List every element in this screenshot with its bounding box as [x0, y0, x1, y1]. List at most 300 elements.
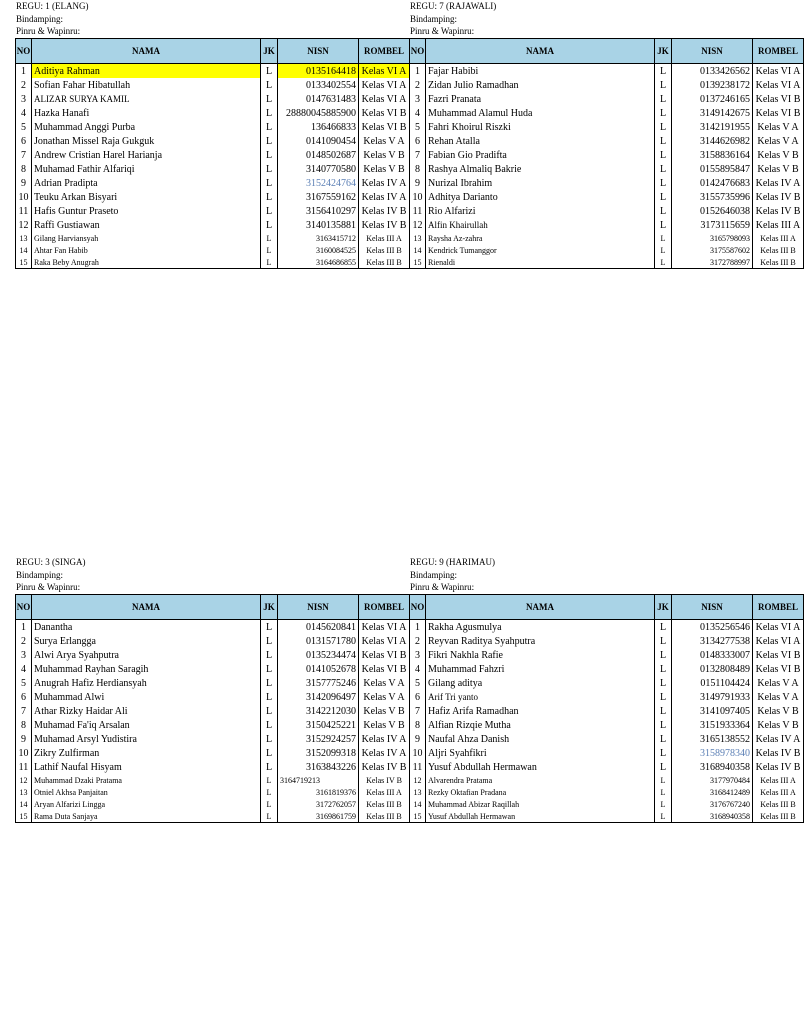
table-row: [410, 92, 804, 106]
row-number: 7: [410, 704, 426, 718]
row-number: 2: [16, 634, 32, 648]
nisn: 0135164418: [278, 63, 359, 78]
table-row: [16, 676, 410, 690]
rombel: Kelas IV B: [359, 760, 410, 774]
student-name: Surya Erlangga: [32, 634, 261, 648]
gender: L: [261, 676, 278, 690]
table-row: [410, 798, 804, 810]
nisn: 3144626982: [672, 134, 753, 148]
header-rombel: ROMBEL: [359, 38, 410, 63]
row-number: 12: [410, 774, 426, 786]
nisn: 0145620841: [278, 619, 359, 634]
row-number: 6: [410, 134, 426, 148]
rombel: Kelas VI B: [753, 662, 804, 676]
table-row: [16, 704, 410, 718]
nisn: 3172762057: [278, 798, 359, 810]
nisn: 3161819376: [278, 786, 359, 798]
row-number: 11: [16, 204, 32, 218]
row-number: 12: [16, 774, 32, 786]
student-name: Danantha: [32, 619, 261, 634]
table-row: [16, 204, 410, 218]
row-number: 9: [410, 732, 426, 746]
table-row: [410, 704, 804, 718]
nisn: 3172788997: [672, 256, 753, 269]
nisn: 3168940358: [672, 760, 753, 774]
rombel: Kelas IV B: [753, 190, 804, 204]
student-name: Naufal Ahza Danish: [426, 732, 655, 746]
gender: L: [655, 78, 672, 92]
row-number: 2: [410, 634, 426, 648]
nisn: 0139238172: [672, 78, 753, 92]
student-name: Aditiya Rahman: [32, 63, 261, 78]
rombel: Kelas IV A: [753, 732, 804, 746]
nisn: 0141052678: [278, 662, 359, 676]
gender: L: [655, 662, 672, 676]
table-row: [16, 648, 410, 662]
row-number: 1: [16, 63, 32, 78]
member-table: [409, 38, 804, 269]
rombel: Kelas III B: [359, 798, 410, 810]
row-number: 15: [16, 256, 32, 269]
nisn: 0133426562: [672, 63, 753, 78]
rombel: Kelas VI B: [753, 106, 804, 120]
header-rombel: ROMBEL: [359, 594, 410, 619]
nisn: 3165138552: [672, 732, 753, 746]
gender: L: [655, 176, 672, 190]
nisn: 3165798093: [672, 232, 753, 244]
student-name: Rakha Agusmulya: [426, 619, 655, 634]
rombel: Kelas IV A: [359, 176, 410, 190]
table-row: [16, 244, 410, 256]
rombel: Kelas IV B: [753, 746, 804, 760]
student-name: Raka Beby Anugrah: [32, 256, 261, 269]
rombel: Kelas VI A: [753, 78, 804, 92]
rombel: Kelas V B: [359, 148, 410, 162]
nisn: 3168940358: [672, 810, 753, 823]
student-name: Muhammad Alwi: [32, 690, 261, 704]
bindamping-label: Bindamping:: [410, 13, 457, 24]
row-number: 7: [410, 148, 426, 162]
nisn: 3167559162: [278, 190, 359, 204]
row-number: 5: [410, 676, 426, 690]
nisn: 3164719213: [278, 774, 359, 786]
nisn: 3152099318: [278, 746, 359, 760]
header-no: NO: [16, 594, 32, 619]
row-number: 7: [16, 148, 32, 162]
gender: L: [655, 190, 672, 204]
nisn: 3168412489: [672, 786, 753, 798]
gender: L: [655, 148, 672, 162]
header-rombel: ROMBEL: [753, 594, 804, 619]
gender: L: [655, 732, 672, 746]
nisn: 3152424764: [278, 176, 359, 190]
header-no: NO: [410, 594, 426, 619]
gender: L: [655, 634, 672, 648]
table-row: [410, 676, 804, 690]
nisn: 3164686855: [278, 256, 359, 269]
nisn: 3142191955: [672, 120, 753, 134]
row-number: 3: [16, 92, 32, 106]
rombel: Kelas VI B: [753, 648, 804, 662]
gender: L: [655, 774, 672, 786]
row-number: 5: [16, 676, 32, 690]
rombel: Kelas IV B: [359, 774, 410, 786]
nisn: 3176767240: [672, 798, 753, 810]
student-name: Muhamad Fathir Alfariqi: [32, 162, 261, 176]
student-name: Muhammad Rayhan Saragih: [32, 662, 261, 676]
rombel: Kelas III A: [753, 218, 804, 232]
header-nisn: NISN: [278, 594, 359, 619]
nisn: 3163415712: [278, 232, 359, 244]
gender: L: [261, 786, 278, 798]
rombel: Kelas VI A: [753, 63, 804, 78]
nisn: 3149142675: [672, 106, 753, 120]
rombel: Kelas V A: [753, 120, 804, 134]
nisn: 0137246165: [672, 92, 753, 106]
table-row: [16, 92, 410, 106]
nisn: 3142096497: [278, 690, 359, 704]
row-number: 2: [410, 78, 426, 92]
row-number: 14: [410, 244, 426, 256]
student-name: Lathif Naufal Hisyam: [32, 760, 261, 774]
rombel: Kelas III B: [753, 256, 804, 269]
gender: L: [655, 92, 672, 106]
student-name: Muhamad Fa'iq Arsalan: [32, 718, 261, 732]
table-row: [410, 810, 804, 823]
row-number: 3: [16, 648, 32, 662]
rombel: Kelas VI A: [359, 78, 410, 92]
header-jk: JK: [655, 594, 672, 619]
gender: L: [655, 746, 672, 760]
table-row: [16, 662, 410, 676]
table-row: [410, 760, 804, 774]
group-title: REGU: 9 (HARIMAU): [410, 557, 495, 567]
header-nisn: NISN: [672, 38, 753, 63]
nisn: 3140770580: [278, 162, 359, 176]
gender: L: [655, 648, 672, 662]
table-row: [16, 732, 410, 746]
table-row: [16, 148, 410, 162]
gender: L: [261, 232, 278, 244]
table-row: [410, 786, 804, 798]
student-name: Arif Tri yanto: [426, 690, 655, 704]
rombel: Kelas III A: [359, 786, 410, 798]
row-number: 11: [410, 204, 426, 218]
gender: L: [655, 244, 672, 256]
table-row: [16, 120, 410, 134]
row-number: 5: [16, 120, 32, 134]
row-number: 7: [16, 704, 32, 718]
gender: L: [261, 732, 278, 746]
table-row: [16, 106, 410, 120]
table-row: [16, 218, 410, 232]
row-number: 4: [16, 106, 32, 120]
student-name: Fabian Gio Pradifta: [426, 148, 655, 162]
rombel: Kelas VI A: [359, 619, 410, 634]
gender: L: [261, 798, 278, 810]
table-row: [410, 718, 804, 732]
student-name: Muhammad Fahzri: [426, 662, 655, 676]
rombel: Kelas V A: [359, 134, 410, 148]
student-name: Raffi Gustiawan: [32, 218, 261, 232]
member-table: [15, 38, 410, 269]
rombel: Kelas V A: [359, 690, 410, 704]
table-row: [410, 232, 804, 244]
nisn: 3158978340: [672, 746, 753, 760]
student-name: Jonathan Missel Raja Gukguk: [32, 134, 261, 148]
student-name: Rehan Atalla: [426, 134, 655, 148]
gender: L: [261, 690, 278, 704]
table-row: [410, 244, 804, 256]
bindamping-label: Bindamping:: [16, 569, 63, 580]
nisn: 3175587602: [672, 244, 753, 256]
student-name: Hazka Hanafi: [32, 106, 261, 120]
table-row: [410, 162, 804, 176]
rombel: Kelas V B: [359, 718, 410, 732]
student-name: Fahri Khoirul Riszki: [426, 120, 655, 134]
student-name: Zidan Julio Ramadhan: [426, 78, 655, 92]
rombel: Kelas V B: [753, 704, 804, 718]
rombel: Kelas III B: [753, 810, 804, 823]
student-name: Gilang Harviansyah: [32, 232, 261, 244]
gender: L: [655, 704, 672, 718]
student-name: Gilang aditya: [426, 676, 655, 690]
row-number: 14: [16, 244, 32, 256]
row-number: 1: [410, 619, 426, 634]
table-row: [16, 162, 410, 176]
student-name: Alvarendra Pratama: [426, 774, 655, 786]
nisn: 3142212030: [278, 704, 359, 718]
table-row: [410, 746, 804, 760]
student-name: Muhammad Dzaki Pratama: [32, 774, 261, 786]
row-number: 4: [410, 662, 426, 676]
gender: L: [261, 78, 278, 92]
row-number: 6: [410, 690, 426, 704]
rombel: Kelas V B: [359, 704, 410, 718]
row-number: 1: [410, 63, 426, 78]
gender: L: [655, 256, 672, 269]
table-row: [410, 78, 804, 92]
gender: L: [261, 134, 278, 148]
rombel: Kelas VI B: [359, 648, 410, 662]
rombel: Kelas VI B: [359, 662, 410, 676]
table-row: [16, 786, 410, 798]
student-name: Rezky Oktafian Pradana: [426, 786, 655, 798]
group-harimau: [409, 556, 803, 823]
gender: L: [655, 760, 672, 774]
row-number: 14: [410, 798, 426, 810]
rombel: Kelas V B: [753, 162, 804, 176]
student-name: Aljri Syahfikri: [426, 746, 655, 760]
table-row: [16, 256, 410, 269]
row-number: 9: [410, 176, 426, 190]
table-row: [410, 204, 804, 218]
student-name: Ahtar Fan Habib: [32, 244, 261, 256]
row-number: 12: [410, 218, 426, 232]
row-number: 10: [16, 190, 32, 204]
student-name: Muhammad Alamul Huda: [426, 106, 655, 120]
gender: L: [261, 810, 278, 823]
table-row: [410, 134, 804, 148]
table-row: [410, 732, 804, 746]
student-name: Zikry Zulfirman: [32, 746, 261, 760]
nisn: 0131571780: [278, 634, 359, 648]
gender: L: [655, 106, 672, 120]
rombel: Kelas IV B: [753, 760, 804, 774]
header-nisn: NISN: [278, 38, 359, 63]
table-header: [410, 38, 804, 63]
header-nama: NAMA: [426, 594, 655, 619]
table-row: [410, 648, 804, 662]
table-row: [16, 232, 410, 244]
nisn: 0142476683: [672, 176, 753, 190]
gender: L: [655, 676, 672, 690]
rombel: Kelas III A: [753, 232, 804, 244]
header-nisn: NISN: [672, 594, 753, 619]
table-row: [410, 176, 804, 190]
table-row: [410, 774, 804, 786]
nisn: 3134277538: [672, 634, 753, 648]
nisn: 0135256546: [672, 619, 753, 634]
pinru-label: Pinru & Wapinru:: [410, 582, 475, 592]
rombel: Kelas V B: [753, 718, 804, 732]
nisn: 3173115659: [672, 218, 753, 232]
group-title: REGU: 1 (ELANG): [16, 1, 89, 11]
gender: L: [655, 218, 672, 232]
table-row: [16, 63, 410, 78]
student-name: Kendrick Tumanggor: [426, 244, 655, 256]
table-row: [410, 619, 804, 634]
student-name: Rashya Almaliq Bakrie: [426, 162, 655, 176]
row-number: 6: [16, 690, 32, 704]
nisn: 3152924257: [278, 732, 359, 746]
nisn: 0148502687: [278, 148, 359, 162]
nisn: 0155895847: [672, 162, 753, 176]
nisn: 3177970484: [672, 774, 753, 786]
rombel: Kelas VI B: [359, 120, 410, 134]
student-name: Alfin Khairullah: [426, 218, 655, 232]
header-nama: NAMA: [32, 594, 261, 619]
group-singa: [15, 556, 409, 823]
table-header: [410, 594, 804, 619]
gender: L: [261, 619, 278, 634]
nisn: 3141097405: [672, 704, 753, 718]
nisn: 0152646038: [672, 204, 753, 218]
nisn: 3156410297: [278, 204, 359, 218]
gender: L: [655, 120, 672, 134]
table-row: [16, 634, 410, 648]
table-row: [410, 148, 804, 162]
rombel: Kelas IV A: [359, 732, 410, 746]
header-no: NO: [16, 38, 32, 63]
table-row: [410, 190, 804, 204]
rombel: Kelas VI A: [359, 92, 410, 106]
row-number: 8: [410, 718, 426, 732]
row-number: 10: [410, 746, 426, 760]
nisn: 3149791933: [672, 690, 753, 704]
pinru-label: Pinru & Wapinru:: [16, 582, 81, 592]
student-name: Fazri Pranata: [426, 92, 655, 106]
row-number: 9: [16, 732, 32, 746]
table-row: [16, 78, 410, 92]
nisn: 3158836164: [672, 148, 753, 162]
row-number: 13: [410, 232, 426, 244]
nisn: 0148333007: [672, 648, 753, 662]
student-name: Muhammad Anggi Purba: [32, 120, 261, 134]
gender: L: [261, 63, 278, 78]
nisn: 0132808489: [672, 662, 753, 676]
table-row: [410, 256, 804, 269]
nisn: 28880045885900: [278, 106, 359, 120]
rombel: Kelas IV A: [753, 176, 804, 190]
gender: L: [261, 760, 278, 774]
student-name: Fajar Habibi: [426, 63, 655, 78]
nisn: 3140135881: [278, 218, 359, 232]
gender: L: [655, 786, 672, 798]
gender: L: [655, 690, 672, 704]
rombel: Kelas VI A: [753, 634, 804, 648]
gender: L: [261, 176, 278, 190]
gender: L: [261, 162, 278, 176]
rombel: Kelas III B: [753, 798, 804, 810]
gender: L: [261, 704, 278, 718]
header-jk: JK: [655, 38, 672, 63]
student-name: Muhammad Abizar Raqillah: [426, 798, 655, 810]
gender: L: [261, 204, 278, 218]
rombel: Kelas V A: [753, 134, 804, 148]
table-header: [16, 38, 410, 63]
row-number: 12: [16, 218, 32, 232]
row-number: 1: [16, 619, 32, 634]
table-row: [410, 120, 804, 134]
table-row: [410, 662, 804, 676]
student-name: Yusuf Abdullah Hermawan: [426, 760, 655, 774]
gender: L: [261, 218, 278, 232]
nisn: 0135234474: [278, 648, 359, 662]
table-header: [16, 594, 410, 619]
table-row: [16, 190, 410, 204]
row-number: 13: [16, 232, 32, 244]
nisn: 3169861759: [278, 810, 359, 823]
gender: L: [655, 798, 672, 810]
rombel: Kelas VI B: [359, 106, 410, 120]
student-name: Aryan Alfarizi Lingga: [32, 798, 261, 810]
student-name: Hafiz Arifa Ramadhan: [426, 704, 655, 718]
gender: L: [261, 120, 278, 134]
rombel: Kelas III B: [359, 244, 410, 256]
rombel: Kelas III B: [359, 256, 410, 269]
nisn: 0151104424: [672, 676, 753, 690]
student-name: Rienaldi: [426, 256, 655, 269]
rombel: Kelas VI B: [753, 92, 804, 106]
pinru-label: Pinru & Wapinru:: [16, 26, 81, 36]
rombel: Kelas V A: [753, 690, 804, 704]
header-nama: NAMA: [32, 38, 261, 63]
bindamping-label: Bindamping:: [410, 569, 457, 580]
header-jk: JK: [261, 594, 278, 619]
nisn: 3163843226: [278, 760, 359, 774]
gender: L: [655, 718, 672, 732]
bindamping-label: Bindamping:: [16, 13, 63, 24]
group-rajawali: [409, 0, 803, 269]
rombel: Kelas VI A: [753, 619, 804, 634]
student-name: Rama Duta Sanjaya: [32, 810, 261, 823]
nisn: 3157775246: [278, 676, 359, 690]
row-number: 13: [410, 786, 426, 798]
row-number: 4: [410, 106, 426, 120]
table-row: [410, 106, 804, 120]
table-row: [16, 718, 410, 732]
